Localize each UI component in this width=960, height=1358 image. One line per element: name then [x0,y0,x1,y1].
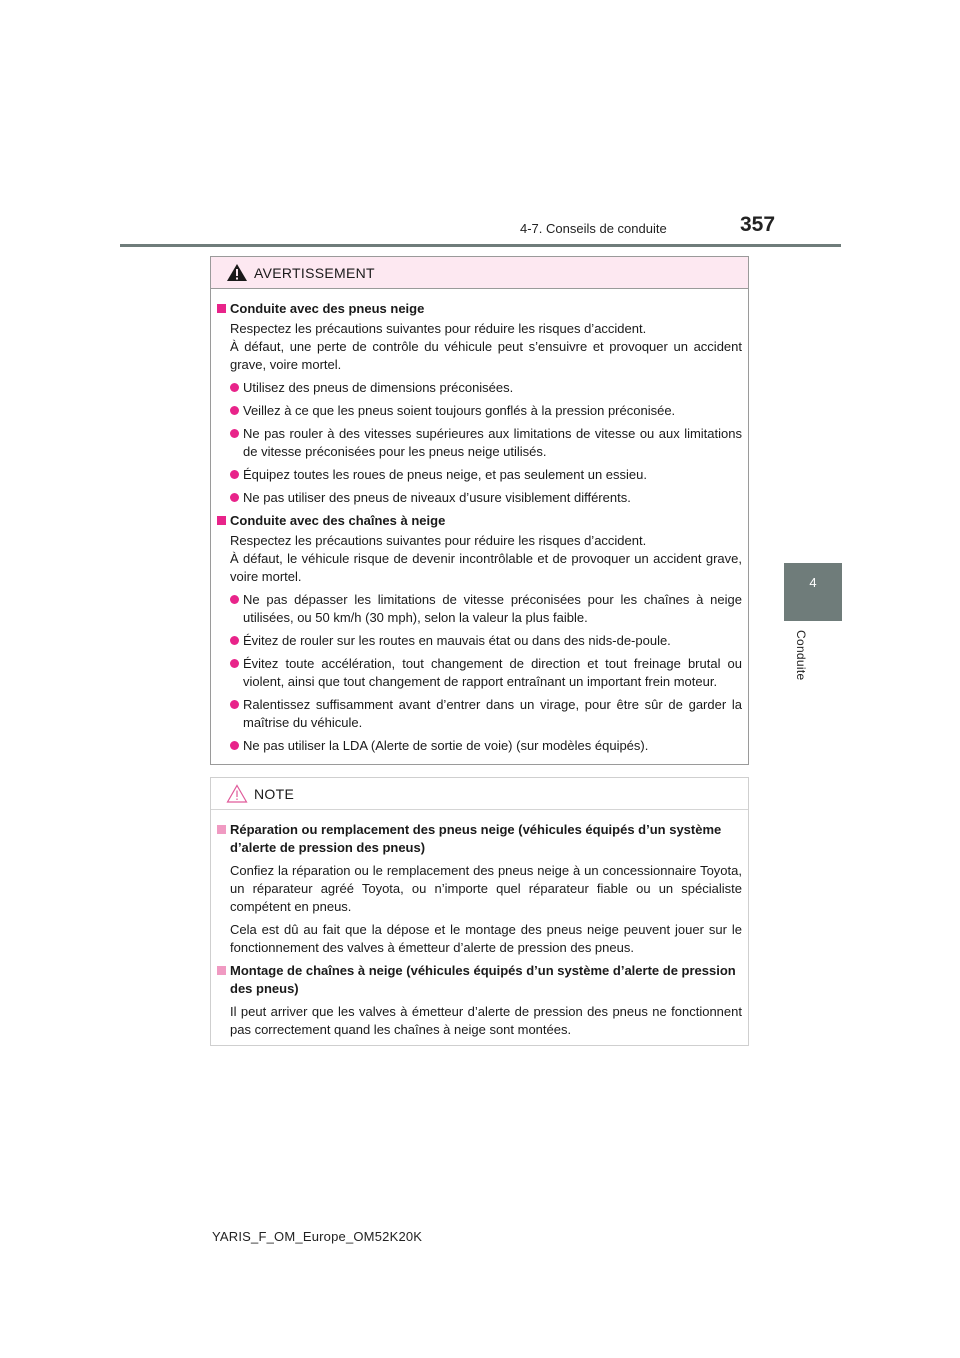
round-bullet-icon [230,700,239,709]
section-heading: Conduite avec des chaînes à neige [217,512,742,530]
list-item: Ne pas dépasser les limitations de vitesse préconisées pour les chaînes à neige utilisées, ou 50 km/h (30 mph), selon la valeur la plus faible. [217,591,742,627]
note-title: NOTE [254,786,295,802]
chapter-tab [784,563,842,621]
list-item: Ralentissez suffisamment avant d’entrer dans un virage, pour être sûr de garder la maîtrise du véhicule. [217,696,742,732]
square-bullet-icon [217,966,226,975]
list-item: Ne pas rouler à des vitesses supérieures aux limitations de vitesse ou aux limitations de vitesse préconisées pour les pneus neige utilisés. [217,425,742,461]
round-bullet-icon [230,595,239,604]
caution-triangle-icon [226,784,248,803]
list-item: Utilisez des pneus de dimensions préconisées. [217,379,742,397]
list-item: Ne pas utiliser la LDA (Alerte de sortie de voie) (sur modèles équipés). [217,737,742,755]
list-item: Évitez toute accélération, tout changement de direction et tout freinage brutal ou violent, ainsi que tout changement de rapport entraînant un important frein moteur. [217,655,742,691]
square-bullet-icon [217,825,226,834]
round-bullet-icon [230,470,239,479]
paragraph: Il peut arriver que les valves à émetteur d’alerte de pression des pneus ne fonctionnent pas correctement quand les chaînes à neige sont montées. [230,1004,742,1037]
header-rule [120,244,841,247]
round-bullet-icon [230,741,239,750]
chapter-label: Conduite [794,630,808,681]
section-text: Respectez les précautions suivantes pour réduire les risques d’accident. À défaut, une perte de contrôle du véhicule peut s’ensuivre et provoquer un accident grave, voire mortel. [230,321,742,372]
list-item: Évitez de rouler sur les routes en mauvais état ou dans des nids-de-poule. [217,632,742,650]
section-heading: Réparation ou remplacement des pneus neige (véhicules équipés d’un système d’alerte de pression des pneus) [217,821,742,857]
section-heading: Conduite avec des pneus neige [217,300,742,318]
list-item: Veillez à ce que les pneus soient toujours gonflés à la pression préconisée. [217,402,742,420]
section-heading: Montage de chaînes à neige (véhicules équipés d’un système d’alerte de pression des pneus) [217,962,742,998]
section-text: Respectez les précautions suivantes pour réduire les risques d’accident. À défaut, le véhicule risque de devenir incontrôlable et de provoquer un accident grave, voire mortel. [230,533,742,584]
warning-triangle-icon [226,263,248,282]
warning-header [211,257,748,289]
round-bullet-icon [230,406,239,415]
note-header [211,778,748,810]
round-bullet-icon [230,383,239,392]
paragraph: Cela est dû au fait que la dépose et le montage des pneus neige peuvent jouer sur le fonctionnement des valves à émetteur d’alerte de pression des pneus. [230,922,742,955]
round-bullet-icon [230,659,239,668]
list-item: Équipez toutes les roues de pneus neige, et pas seulement un essieu. [217,466,742,484]
warning-box [210,256,749,765]
chapter-number: 4 [809,575,817,590]
note-box [210,777,749,1046]
square-bullet-icon [217,516,226,525]
paragraph: Confiez la réparation ou le remplacement des pneus neige à un concessionnaire Toyota, un réparateur agréé Toyota, ou n’importe quel réparateur fiable ou un spécialiste compétent en pneus. [230,863,742,914]
square-bullet-icon [217,304,226,313]
page-number: 357 [740,213,776,236]
round-bullet-icon [230,429,239,438]
round-bullet-icon [230,636,239,645]
warning-title: AVERTISSEMENT [254,265,375,281]
section-title: 4-7. Conseils de conduite [520,221,667,236]
document-code: YARIS_F_OM_Europe_OM52K20K [212,1229,423,1244]
list-item: Ne pas utiliser des pneus de niveaux d’usure visiblement différents. [217,489,742,507]
round-bullet-icon [230,493,239,502]
